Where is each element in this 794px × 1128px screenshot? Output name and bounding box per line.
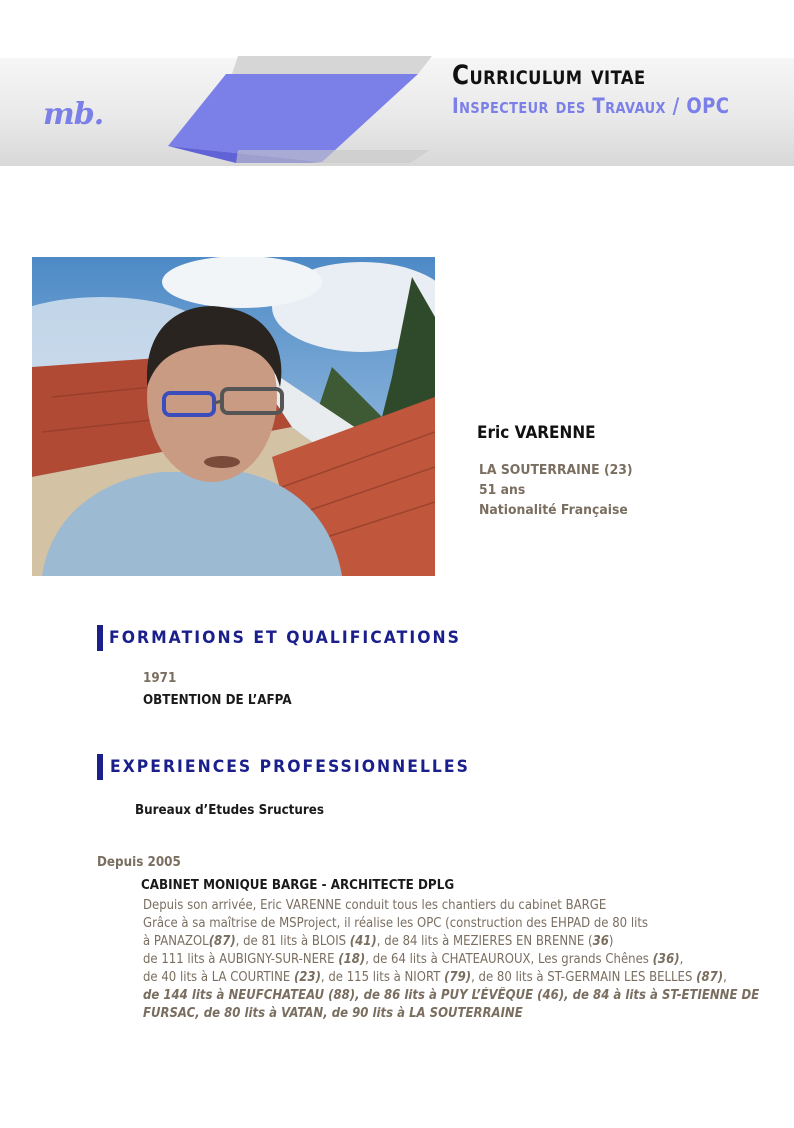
formation-year: 1971: [143, 671, 177, 686]
page-subtitle: Inspecteur des Travaux / OPC: [452, 94, 730, 118]
section-marker: [97, 754, 103, 780]
experience-description-line: [143, 970, 727, 985]
experience-period: Depuis 2005: [97, 855, 181, 870]
section-title-experiences: EXPERIENCES PROFESSIONNELLES: [110, 757, 470, 777]
text-run: (23): [293, 970, 321, 985]
person-age: 51 ans: [479, 482, 526, 498]
text-run: ,: [723, 970, 727, 985]
experience-description-line: [143, 934, 613, 949]
text-run: à PANAZOL: [143, 934, 209, 949]
text-run: 36: [592, 934, 609, 949]
experience-description-line: Depuis son arrivée, Eric VARENNE conduit tous les chantiers du cabinet BARGE: [143, 898, 607, 913]
text-run: (87): [208, 934, 236, 949]
person-location: LA SOUTERRAINE (23): [479, 462, 633, 478]
text-run: (18): [338, 952, 366, 967]
experience-description-line: de 144 lits à NEUFCHATEAU (88), de 86 lits à PUY L’ÉVÊQUE (46), de 84 à lits à ST-ETIENNE DE: [143, 988, 760, 1003]
experience-employer: CABINET MONIQUE BARGE - ARCHITECTE DPLG: [141, 878, 455, 893]
section-marker: [97, 625, 103, 651]
page-title: Curriculum vitae: [452, 60, 646, 91]
text-run: de 111 lits à AUBIGNY-SUR-NERE: [143, 952, 339, 967]
experience-category: Bureaux d’Etudes Sructures: [135, 803, 325, 818]
experience-description-line: FURSAC, de 80 lits à VATAN, de 90 lits à LA SOUTERRAINE: [143, 1006, 523, 1021]
experience-description-line: [143, 952, 683, 967]
text-run: (87): [696, 970, 724, 985]
text-run: (41): [349, 934, 377, 949]
text-run: , de 81 lits à BLOIS: [235, 934, 350, 949]
text-run: ,: [679, 952, 684, 967]
text-run: (79): [444, 970, 472, 985]
text-run: de 40 lits à LA COURTINE: [143, 970, 294, 985]
formation-item: OBTENTION DE L’AFPA: [143, 693, 292, 708]
text-run: , de 80 lits à ST-GERMAIN LES BELLES: [471, 970, 697, 985]
person-name: Eric VARENNE: [477, 423, 596, 443]
text-run: , de 115 lits à NIORT: [320, 970, 445, 985]
experience-description-line: Grâce à sa maîtrise de MSProject, il réalise les OPC (construction des EHPAD de 80 lits: [143, 916, 649, 931]
text-run: , de 84 lits à MEZIERES EN BRENNE (: [376, 934, 593, 949]
person-nationality: Nationalité Française: [479, 502, 628, 518]
text-run: , de 64 lits à CHATEAUROUX, Les grands Chênes: [365, 952, 653, 967]
profile-photo: [32, 257, 435, 576]
text-run: (36): [652, 952, 680, 967]
company-logo: mb.: [43, 97, 104, 132]
section-title-formations: FORMATIONS ET QUALIFICATIONS: [109, 628, 461, 648]
text-run: ): [608, 934, 614, 949]
